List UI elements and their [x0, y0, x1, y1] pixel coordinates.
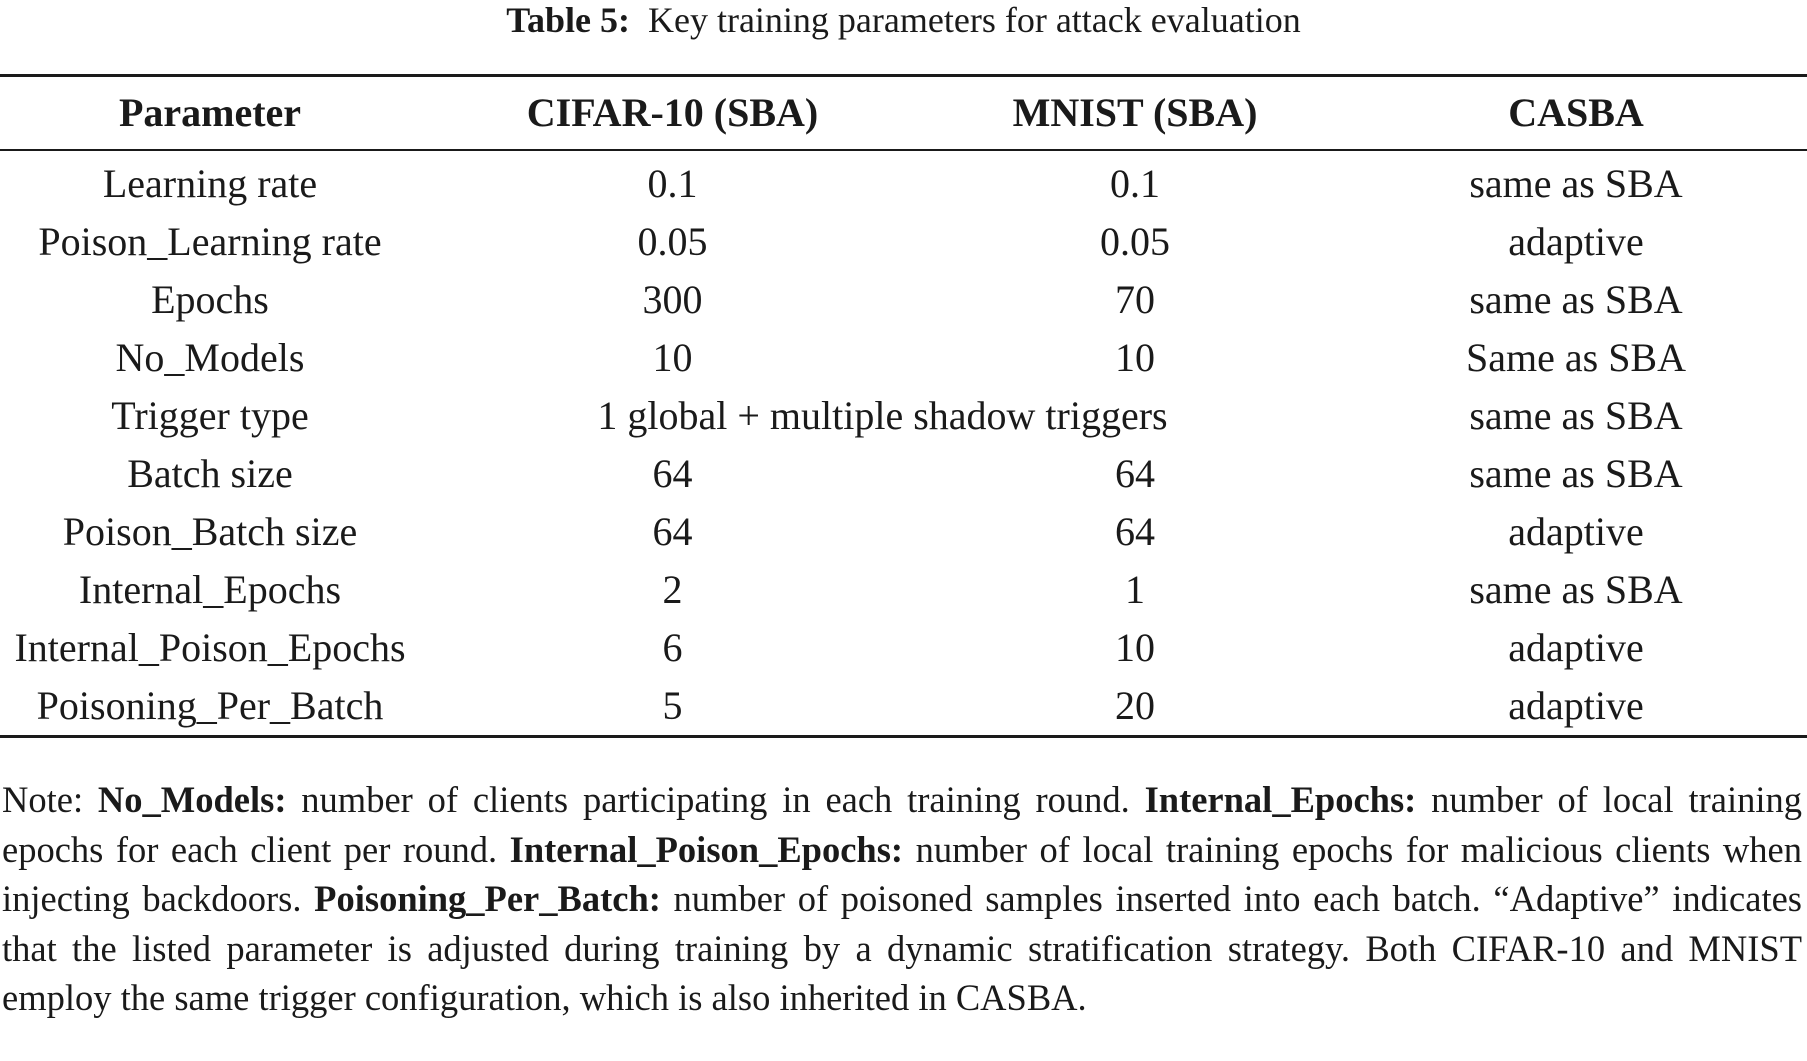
note-term-internal-epochs: Internal_Epochs: — [1144, 779, 1417, 820]
note-def-internal-epochs: number of local training epochs for each client per round. — [2, 779, 1802, 870]
table-row — [0, 445, 1807, 503]
header-mnist-sba: MNIST (SBA) — [1012, 90, 1258, 136]
cell-casba: same as SBA — [1469, 276, 1683, 322]
header-cifar10-sba: CIFAR-10 (SBA) — [526, 90, 819, 136]
table-row — [0, 561, 1807, 619]
cell-mnist: 20 — [1115, 682, 1155, 728]
cell-mnist: 10 — [1115, 624, 1155, 670]
table-caption-label: Table 5: — [506, 0, 630, 40]
table-row — [0, 677, 1807, 737]
note-term-internal-poison-epochs: Internal_Poison_Epochs: — [509, 828, 904, 870]
table-caption-text: Key training parameters for attack evaluation — [647, 0, 1301, 40]
table-row — [0, 150, 1807, 213]
table-row — [0, 619, 1807, 677]
cell-parameter: Internal_Epochs — [78, 566, 342, 612]
cell-parameter: Poisoning_Per_Batch — [36, 682, 384, 728]
cell-shared-sba: 1 global + multiple shadow triggers — [597, 392, 1168, 438]
cell-parameter: Trigger type — [111, 392, 309, 438]
cell-cifar10: 6 — [662, 624, 683, 670]
cell-casba: adaptive — [1508, 508, 1644, 554]
note-term-no-models: No_Models: — [97, 779, 287, 820]
cell-casba: adaptive — [1508, 624, 1644, 670]
cell-mnist: 1 — [1125, 566, 1145, 612]
cell-mnist: 64 — [1115, 508, 1155, 554]
cell-casba: Same as SBA — [1466, 334, 1686, 380]
cell-cifar10: 2 — [662, 566, 683, 612]
cell-casba: same as SBA — [1469, 160, 1683, 206]
cell-mnist: 0.05 — [1100, 218, 1170, 264]
note-def-internal-poison-epochs: number of local training epochs for malicious clients when injecting backdoors. — [2, 828, 1802, 919]
cell-cifar10: 64 — [652, 508, 693, 554]
cell-casba: same as SBA — [1469, 450, 1683, 496]
cell-casba: adaptive — [1508, 218, 1644, 264]
cell-cifar10: 0.1 — [647, 160, 698, 206]
cell-mnist: 64 — [1115, 450, 1155, 496]
note-def-poisoning-per-batch: number of poisoned samples inserted into each batch. “Adaptive” indicates that the listed parameter is adjusted during training by a dynamic stratification strategy. Both CIFAR-10 and MNIST employ the same trigger configuration, which is also inherited in CASBA. — [2, 878, 1802, 1018]
table-body — [0, 150, 1807, 737]
cell-cifar10: 5 — [662, 682, 683, 728]
note-def-no-models: number of clients participating in each training round. — [286, 779, 1145, 820]
table-row — [0, 271, 1807, 329]
cell-cifar10: 0.05 — [637, 218, 708, 264]
note-prefix: Note: — [2, 779, 98, 820]
cell-parameter: Epochs — [151, 276, 269, 322]
cell-parameter: Poison_Batch size — [62, 508, 358, 554]
cell-parameter: Batch size — [127, 450, 293, 496]
header-row — [0, 76, 1807, 150]
cell-parameter: Learning rate — [102, 160, 318, 206]
cell-mnist: 10 — [1115, 334, 1155, 380]
note-term-poisoning-per-batch: Poisoning_Per_Batch: — [314, 878, 661, 919]
cell-casba: adaptive — [1508, 682, 1644, 728]
header-casba: CASBA — [1508, 90, 1644, 136]
header-parameter: Parameter — [118, 90, 302, 136]
table-row — [0, 503, 1807, 561]
cell-parameter: Internal_Poison_Epochs — [14, 624, 406, 670]
table-row — [0, 329, 1807, 387]
parameters-table — [0, 74, 1807, 738]
table-note — [2, 775, 1802, 1023]
table-row — [0, 387, 1807, 445]
cell-casba: same as SBA — [1469, 392, 1683, 438]
table-caption — [0, 0, 1807, 40]
cell-mnist: 0.1 — [1110, 160, 1160, 206]
cell-cifar10: 300 — [642, 276, 703, 322]
table-header — [0, 76, 1807, 150]
cell-casba: same as SBA — [1469, 566, 1683, 612]
cell-mnist: 70 — [1115, 276, 1155, 322]
cell-parameter: Poison_Learning rate — [38, 218, 382, 264]
cell-cifar10: 10 — [652, 334, 693, 380]
cell-cifar10: 64 — [652, 450, 693, 496]
cell-parameter: No_Models — [115, 334, 305, 380]
table-row — [0, 213, 1807, 271]
